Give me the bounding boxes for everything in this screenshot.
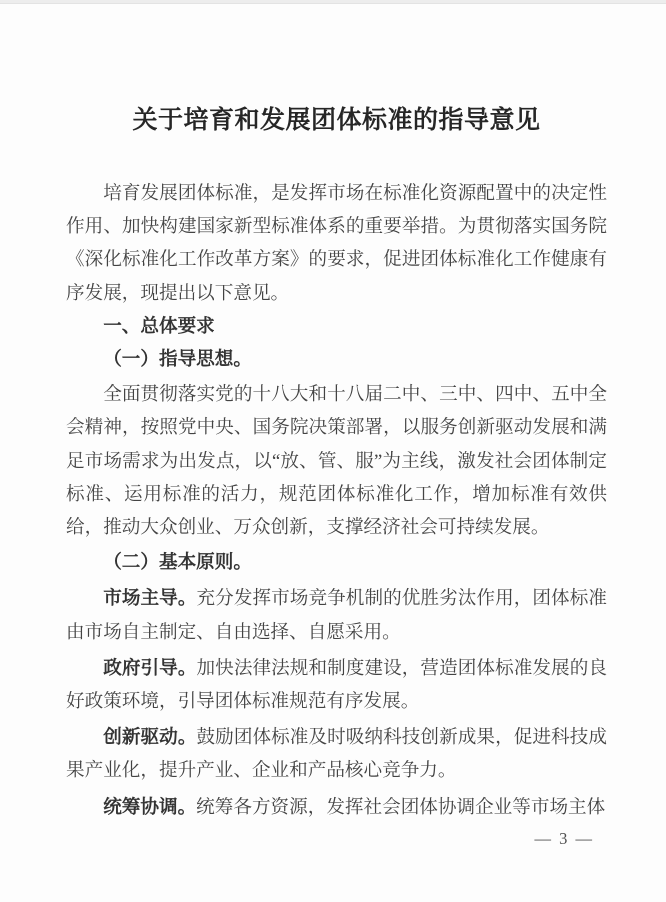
principle-government-guided-term: 政府引导。 (103, 657, 197, 679)
principle-innovation-driven (66, 721, 607, 787)
subsection-heading-guiding-ideology: （一）指导思想。 (103, 349, 252, 371)
page-title: 关于培育和发展团体标准的指导意见 (132, 107, 541, 134)
principle-government-guided (66, 652, 607, 718)
principle-overall-coordination-term: 统筹协调。 (103, 796, 197, 818)
principle-overall-coordination (66, 791, 607, 824)
intro-paragraph: 培育发展团体标准，是发挥市场在标准化资源配置中的决定性作用、加快构建国家新型标准体系的重要举措。为贯彻落实国务院《深化标准化工作改革方案》的要求，促进团体标准化工作健康有序发展，现提出以下意见。 (66, 183, 607, 304)
guiding-ideology-paragraph: 全面贯彻落实党的十八大和十八届二中、三中、四中、五中全会精神，按照党中央、国务院决策部署，以服务创新驱动发展和满足市场需求为出发点，以“放、管、服”为主线，激发社会团体制定标准、运用标准的活力，规范团体标准化工作，增加标准有效供给，推动大众创业、万众创新，支撑经济社会可持续发展。 (66, 384, 607, 539)
document-body (66, 177, 607, 824)
principle-innovation-driven-term: 创新驱动。 (103, 727, 197, 749)
principle-market-led (66, 582, 607, 648)
principle-innovation-driven-text: 鼓励团体标准及时吸纳科技创新成果，促进科技成果产业化，提升产业、企业和产品核心竞争力。 (66, 727, 607, 782)
principle-overall-coordination-text: 统筹各方资源，发挥社会团体协调企业等市场主体 (196, 796, 606, 818)
page-number: — 3 — (534, 829, 594, 848)
principle-market-led-term: 市场主导。 (103, 588, 197, 610)
principle-government-guided-text: 加快法律法规和制度建设，营造团体标准发展的良好政策环境，引导团体标准规范有序发展。 (66, 657, 607, 713)
subsection-heading-basic-principles: （二）基本原则。 (103, 552, 252, 574)
principle-market-led-text: 充分发挥市场竞争机制的优胜劣汰作用，团体标准由市场自主制定、自由选择、自愿采用。 (66, 588, 607, 643)
section-heading-overall-requirements: 一、总体要求 (103, 315, 215, 337)
